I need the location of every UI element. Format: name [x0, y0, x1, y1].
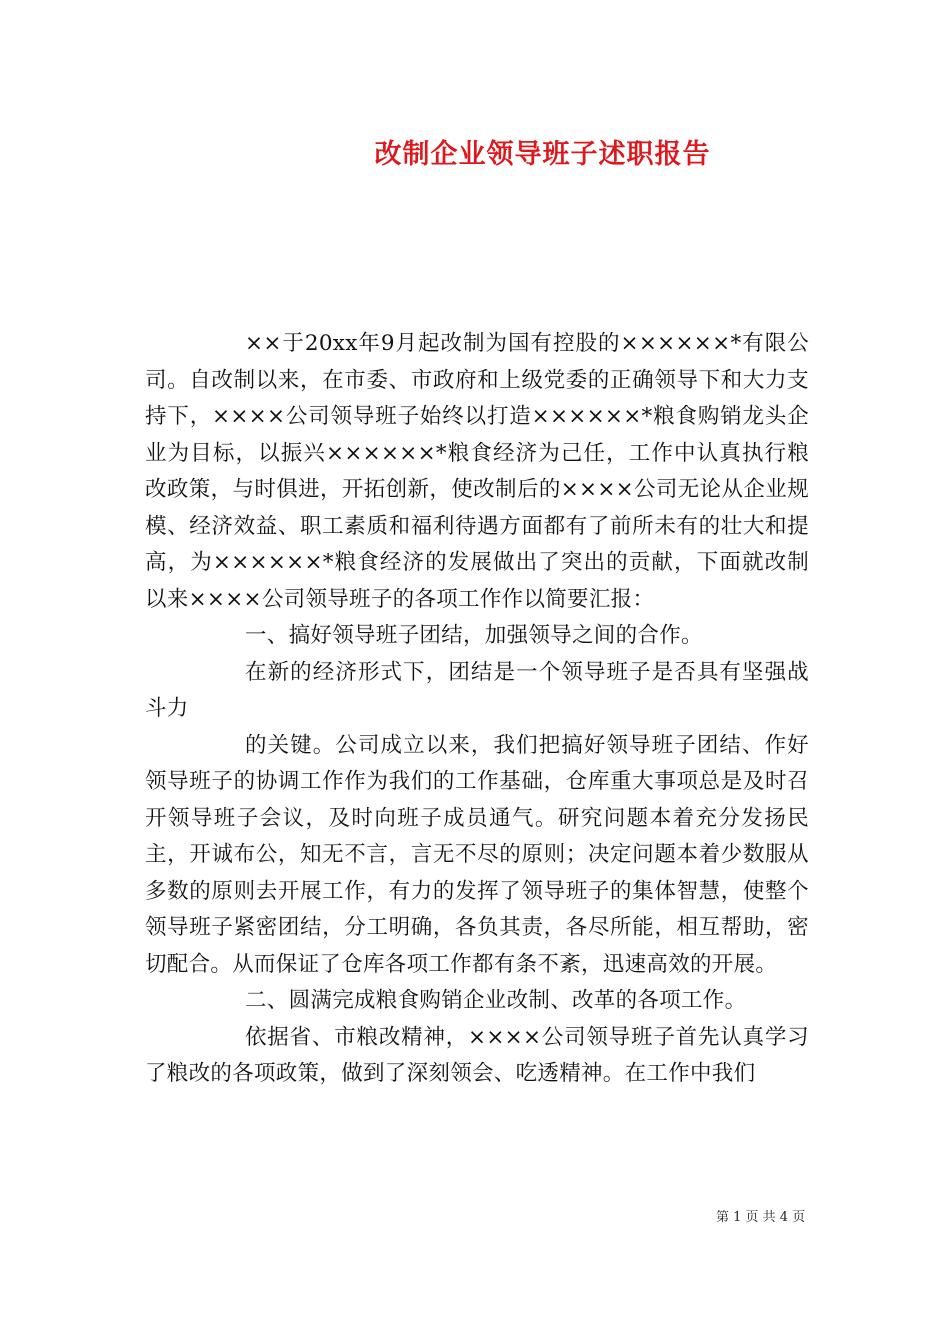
document-title: 改制企业领导班子述职报告	[374, 139, 711, 170]
section-2-paragraph: 依据省、市粮改精神，××××公司领导班子首先认真学习了粮改的各项政策，做到了深刻领会、吃透精神。在工作中我们	[145, 1024, 809, 1086]
section-heading-2: 二、圆满完成粮食购销企业改制、改革的各项工作。	[245, 988, 747, 1013]
section-1-paragraph-continued: 的关键。公司成立以来，我们把搞好领导班子团结、作好领导班子的协调工作作为我们的工作基础，仓库重大事项总是及时召开领导班子会议，及时向班子成员通气。研究问题本着充分发扬民主，开诚布公，知无不言，言无不尽的原则；决定问题本着少数服从多数的原则去开展工作，有力的发挥了领导班子的集体智慧，使整个领导班子紧密团结，分工明确，各负其责，各尽所能，相互帮助，密切配合。从而保证了仓库各项工作都有条不紊，迅速高效的开展。	[145, 732, 809, 977]
page-number-footer: 第 1 页 共 4 页	[716, 1210, 806, 1225]
section-heading-1: 一、搞好领导班子团结，加强领导之间的合作。	[245, 623, 703, 648]
document-body	[145, 326, 809, 1093]
intro-paragraph: ××于20xx年9月起改制为国有控股的××××××*有限公司。自改制以来，在市委、市政府和上级党委的正确领导下和大力支持下，××××公司领导班子始终以打造××××××*粮食购销龙头企业为目标，以振兴××××××*粮食经济为己任，工作中认真执行粮改政策，与时俱进，开拓创新，使改制后的××××公司无论从企业规模、经济效益、职工素质和福利待遇方面都有了前所未有的壮大和提高，为××××××*粮食经济的发展做出了突出的贡献，下面就改制以来××××公司领导班子的各项工作作以简要汇报：	[145, 331, 809, 612]
section-1-paragraph-start: 在新的经济形式下，团结是一个领导班子是否具有坚强战斗力	[145, 659, 809, 721]
